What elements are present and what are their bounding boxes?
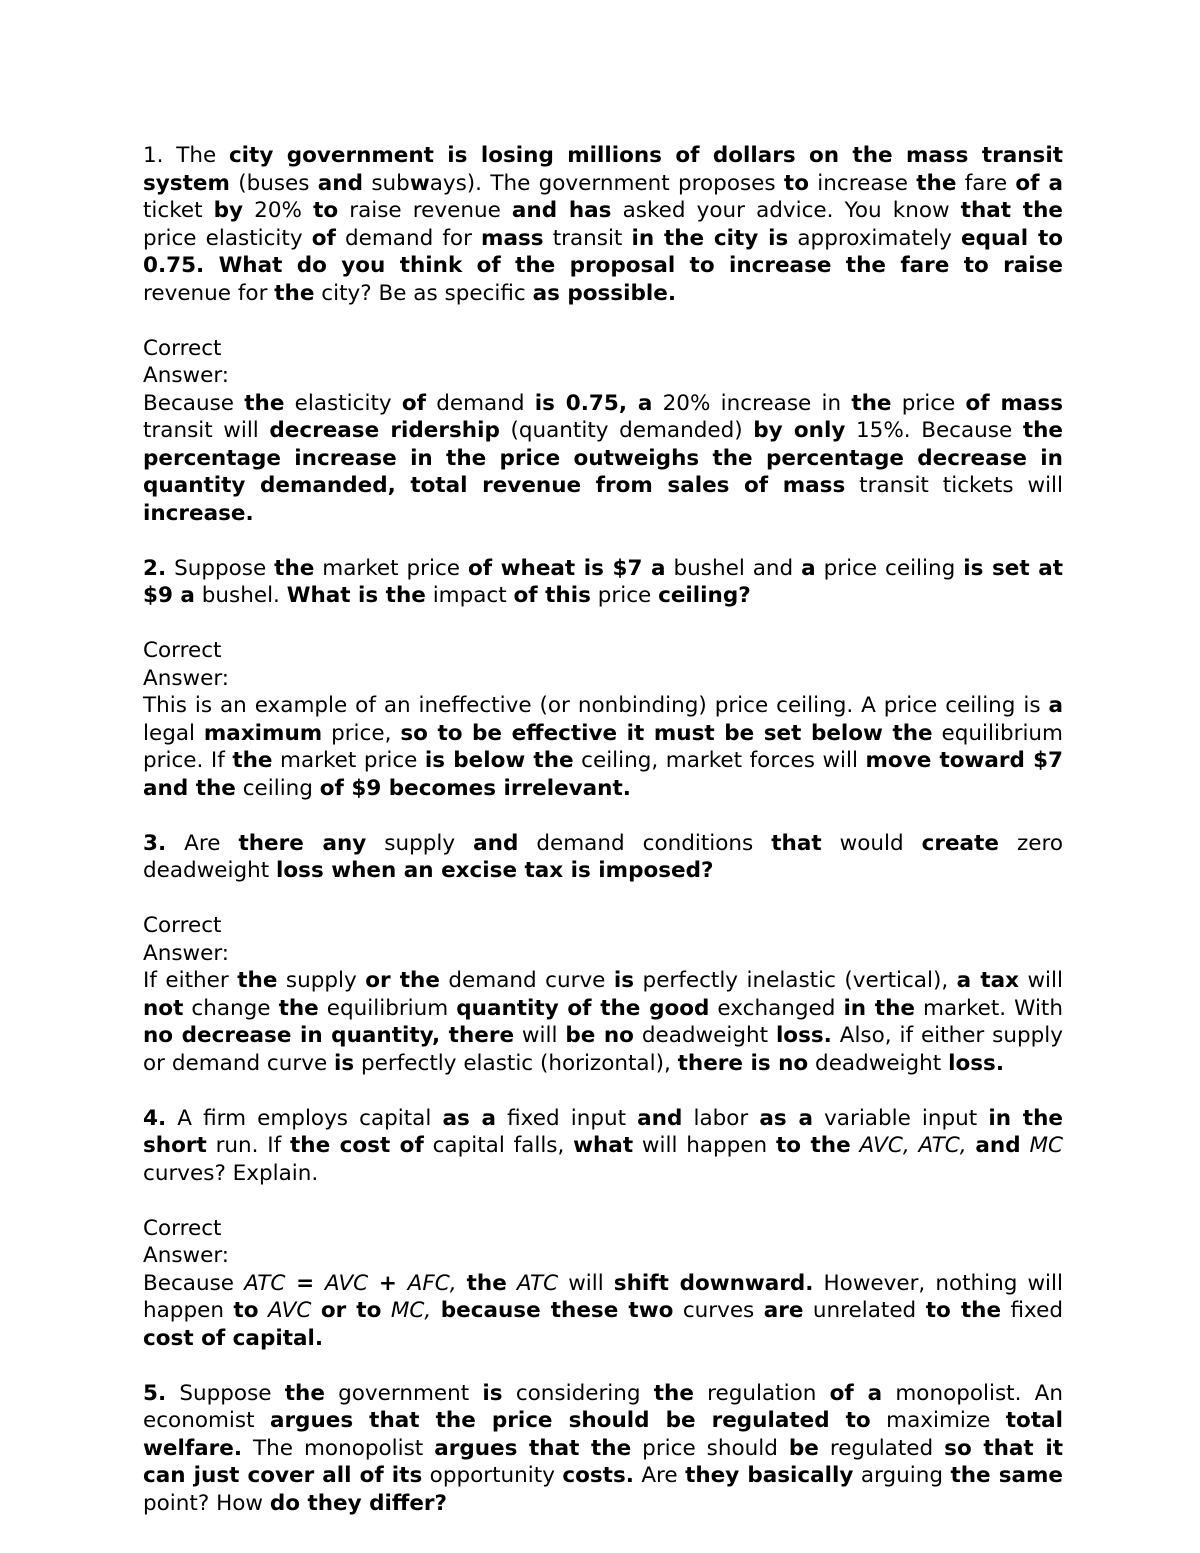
text-run: and [473,830,519,856]
text-run: and [317,170,364,196]
text-run: price should [631,1435,789,1461]
text-run: of a [829,1380,883,1406]
text-run: the [244,390,285,416]
text-run: price, [322,720,401,746]
text-run: no decrease in quantity, there [143,1023,515,1048]
text-run: of wheat is $7 a [467,555,666,581]
text-run: decrease ridership [269,418,500,443]
text-run: 20% [243,198,314,223]
text-run: to [313,198,339,223]
text-run: asked your advice. You know [611,198,961,223]
text-run: ceiling [235,775,320,801]
answer-2 [143,692,1063,802]
text-run: ATC [516,1270,559,1296]
text-run: in the short [143,1105,1063,1158]
text-run: is set at $9 a [143,555,1063,608]
text-run: The monopolist [242,1435,435,1461]
text-run: labor [682,1105,760,1131]
answer-label: Answer: [143,1243,230,1268]
text-run: deadweight [633,1023,776,1048]
text-run: 15%. Because [845,418,1023,443]
text-run: price [891,390,966,416]
text-run: of [401,390,426,416]
text-run: approximately [788,225,962,251]
text-run: mass [481,225,544,251]
paragraph-gap [143,1352,1063,1380]
text-run: fixed [1001,1298,1063,1323]
text-run: is below the [424,748,574,773]
text-run: change [183,995,279,1021]
text-run: The [176,143,229,168]
text-run: However, nothing will happen [143,1270,1063,1323]
paragraph-gap [143,802,1063,830]
text-run: equilibrium price. If [143,720,1063,773]
text-run: do they differ? [269,1490,447,1516]
text-run: market price [314,555,468,581]
text-run: sub [363,170,410,196]
text-run: equilibrium [318,995,457,1021]
text-run: be [788,1435,819,1461]
text-run: costs. [562,1463,634,1488]
text-run: regulated [818,1435,945,1461]
text-run [311,1298,320,1323]
text-run [431,1298,440,1323]
text-run: deadweight [808,1050,949,1076]
text-run: exchanged [709,995,844,1021]
text-run: a [801,555,816,581]
text-run: supply [366,830,474,856]
text-run: there is no [677,1050,809,1076]
text-run: to [233,1298,259,1323]
text-run: to the [925,1298,1002,1323]
text-run: increase [808,170,917,196]
text-run: will [1018,968,1063,993]
text-run: curves [673,1298,764,1323]
text-run: supply [277,968,366,993]
text-run: 4. [143,1105,167,1131]
text-run: be no [565,1023,634,1048]
text-run: bushel and [665,555,802,581]
text-run: by only [753,418,846,443]
text-run: of a [1015,170,1063,196]
document-page [143,142,1063,1517]
text-run: they basically [685,1463,854,1488]
text-run: the cost of [290,1133,424,1158]
correct-label: Correct [143,335,222,361]
text-run: capital falls, [423,1133,574,1158]
text-run: demand [425,390,535,416]
text-run: of [311,225,336,251]
text-run: quantity of the good [456,995,710,1021]
text-run: of $9 becomes irrelevant. [319,775,631,801]
text-run: the [284,1380,325,1406]
text-run: not [143,995,184,1021]
text-run: monopolist. An economist [143,1380,1063,1433]
text-run: or to [320,1298,382,1323]
text-run: run. If [206,1133,291,1158]
text-run: What is the [286,583,426,608]
paragraph-gap [143,885,1063,913]
text-run: market price [272,748,425,773]
text-run: city government is losing millions of dollars on the mass transit system [143,143,1063,196]
text-run: AFC, [407,1270,457,1296]
text-run: create [921,830,999,856]
text-run: MC [1029,1133,1063,1158]
text-run: ceiling? [658,583,751,608]
text-run: equal to 0.75. What do you think of the proposal to increase the fare to raise [143,225,1063,278]
text-run: are [763,1298,804,1323]
text-run: AVC [324,1270,369,1296]
text-run: regulation [693,1380,830,1406]
text-run: curves? Explain. [143,1160,319,1186]
text-run: will happen [633,1133,776,1158]
text-run: fare [956,170,1016,196]
text-run: what [573,1133,634,1158]
text-run: a tax [956,968,1019,993]
text-run: (quantity demanded) [499,418,754,443]
answer-4 [143,1270,1063,1353]
text-run: as possible. [532,280,676,306]
text-run: bushel. [194,583,287,608]
text-run: the [916,170,957,196]
text-run [381,1298,390,1323]
text-run: argues that the [434,1435,632,1461]
text-run [457,1271,467,1296]
text-run: would [821,830,922,856]
text-run: is 0.75, a [534,390,653,416]
text-run: total welfare. [143,1408,1063,1461]
text-run: in the city is [631,225,789,251]
text-run: the [653,1380,694,1406]
text-run: so to be effective it must be set below the [400,720,933,746]
answer-label: Answer: [143,363,230,388]
text-run: maximize [870,1408,1006,1433]
text-run: considering [502,1380,654,1406]
text-run: AVC [267,1298,312,1323]
text-run: Are [166,830,239,856]
text-run: because these two [440,1298,674,1323]
text-run: by [213,198,244,223]
text-run: shift downward. [613,1270,814,1296]
text-run: the percentage increase in the price outweighs the percentage decrease in quantity demanded, total revenue from sales of mass [143,418,1063,498]
text-run: ceiling, market forces will [573,748,866,773]
text-run: point? How [143,1490,270,1516]
answer-1 [143,390,1063,528]
correct-label: Correct [143,638,222,663]
text-run: w [409,170,430,196]
text-run: of this [513,583,591,608]
text-run: and has [511,198,612,223]
text-run [507,1271,517,1296]
text-run: so that it can just cover all of its [143,1435,1063,1488]
text-run: demand for [335,225,482,251]
question-3 [143,830,1063,885]
text-run: maximum [203,720,323,746]
text-run: loss. [775,1023,832,1048]
text-run: elasticity [284,390,402,416]
text-run: impact [425,583,514,608]
text-run: AVC, ATC, [859,1133,967,1158]
paragraph-gap [143,1077,1063,1105]
text-run: that [771,830,822,856]
text-run: transit tickets will [845,473,1063,498]
text-run: arguing [853,1463,951,1488]
text-run: the same [950,1463,1063,1488]
text-run: revenue for [143,280,275,306]
text-run: fixed input [496,1105,638,1131]
text-run: unrelated [803,1298,926,1323]
text-run: loss when an excise tax is imposed? [276,858,714,883]
text-run: ATC [244,1270,286,1296]
answer-label: Answer: [143,940,230,966]
text-run: variable input [812,1105,989,1131]
text-run: 20% increase in [652,390,852,416]
text-run: price [590,583,659,608]
text-run: + [368,1270,408,1296]
text-run: legal [143,720,204,746]
text-run: perfectly elastic (horizontal), [354,1050,678,1076]
text-run: opportunity [422,1463,563,1488]
text-run: or the [365,968,440,993]
text-run: the [278,995,319,1021]
question-2 [143,555,1063,610]
text-run: price ceiling [815,555,964,581]
text-run: city? Be as specific [314,280,533,306]
text-run: MC, [390,1298,432,1323]
text-run: If either [143,968,238,993]
paragraph-gap [143,307,1063,335]
text-run: as a [442,1105,497,1131]
question-1 [143,142,1063,307]
text-run: transit [543,225,632,251]
text-run: will [514,1023,566,1048]
text-run: ays). The government proposes [429,170,784,196]
text-run: the [851,390,892,416]
text-run: of mass [965,390,1064,416]
text-run: Because [143,1270,245,1296]
text-run: raise revenue [338,198,512,223]
text-run: 2. [143,555,167,581]
text-run: 3. [143,830,167,856]
text-run: = [285,1270,325,1296]
text-run: Also, if either supply or demand curve [143,1023,1063,1076]
text-run: as a [759,1105,813,1131]
text-run: perfectly inelastic (vertical), [634,968,957,993]
answer-3 [143,967,1063,1077]
text-run: to [783,170,809,196]
text-run: demand curve [439,968,614,993]
text-run: and [637,1105,683,1131]
text-run: Are [633,1463,686,1488]
text-run: in the [843,995,915,1021]
question-4 [143,1105,1063,1188]
text-run: price elasticity [143,225,312,251]
text-run: A firm employs capital [166,1105,443,1131]
text-run: government [324,1380,483,1406]
text-run: zero deadweight [143,830,1063,883]
text-run: argues that the price should be regulated to [269,1408,871,1433]
text-run: there any [238,830,367,856]
text-run: the [232,748,273,773]
text-run: (buses [229,170,318,196]
text-run [258,1298,267,1323]
question-5 [143,1380,1063,1518]
text-run: a [1048,693,1063,718]
correct-label: Correct [143,1215,222,1241]
text-run: is [334,1050,355,1076]
text-run: is [613,968,635,993]
text-run: the [274,280,315,306]
text-run: Suppose [166,555,275,581]
text-run: the [274,555,315,581]
text-run: loss. [948,1050,1004,1076]
answer-label: Answer: [143,665,230,691]
text-run: market. With [914,995,1063,1021]
text-run: and [975,1133,1021,1158]
text-run: the [466,1270,507,1296]
text-run: will [558,1270,614,1296]
text-run: This is an example of an ineffective (or nonbinding) price ceiling. A price ceiling is [143,693,1049,718]
text-run: increase. [143,500,254,526]
text-run: 1. [143,143,177,168]
text-run: cost of capital. [143,1325,324,1351]
text-run: to the [775,1133,851,1158]
text-run: is [482,1380,503,1406]
text-run: transit will [143,418,270,443]
text-run: demand conditions [518,830,772,856]
text-run: the [237,968,278,993]
text-run: ticket [143,198,214,223]
paragraph-gap [143,1187,1063,1215]
correct-label: Correct [143,913,222,938]
text-run: that the [960,198,1063,223]
paragraph-gap [143,527,1063,555]
paragraph-gap [143,610,1063,638]
text-run: move toward $7 and the [143,748,1063,801]
text-run: Because [143,390,245,416]
text-run: Suppose [166,1380,285,1406]
text-run: 5. [143,1380,167,1406]
